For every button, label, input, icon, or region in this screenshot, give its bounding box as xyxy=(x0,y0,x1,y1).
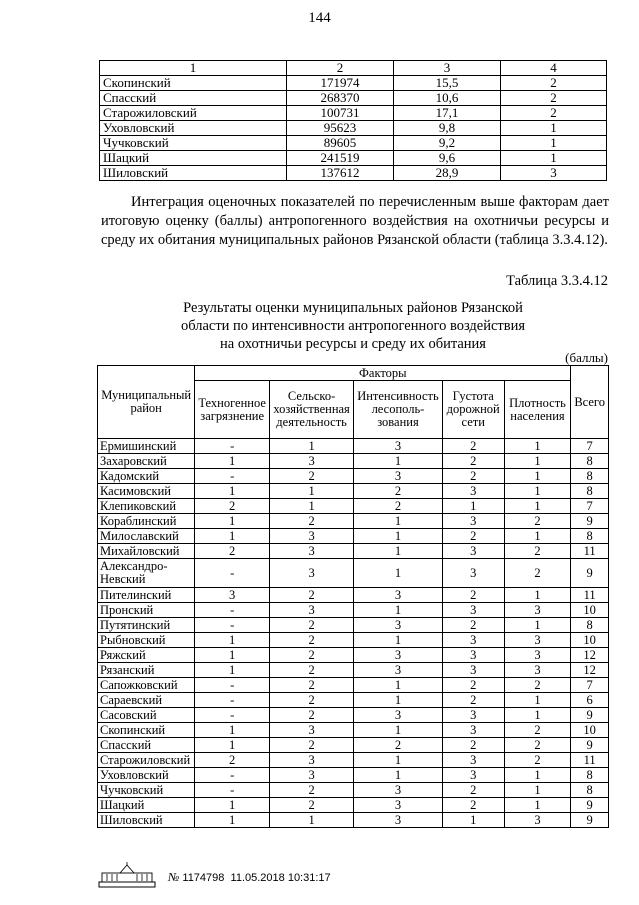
total-cell: 9 xyxy=(571,708,609,723)
score-cell: 1 xyxy=(195,648,270,663)
score-cell: 3 xyxy=(442,484,504,499)
score-cell: 1 xyxy=(195,454,270,469)
score-cell: 1 xyxy=(354,603,443,618)
table-caption: Таблица 3.3.4.12 xyxy=(506,273,608,289)
score-cell: 2 xyxy=(269,678,353,693)
district-name: Михайловский xyxy=(98,544,195,559)
total-cell: 10 xyxy=(571,723,609,738)
score-cell: 2 xyxy=(269,798,353,813)
score-cell: 1 xyxy=(195,529,270,544)
district-name: Скопинский xyxy=(98,723,195,738)
score-cell: 3 xyxy=(354,663,443,678)
col-header-factor: Интенсивность лесополь-зования xyxy=(354,381,443,439)
col-header-factor: Техногенное загрязнение xyxy=(195,381,270,439)
score-cell: 1 xyxy=(195,813,270,828)
score-cell: 2 xyxy=(195,753,270,768)
table-row xyxy=(98,738,609,753)
total-cell: 10 xyxy=(571,633,609,648)
table-cell: 2 xyxy=(501,76,607,91)
score-cell: 3 xyxy=(269,768,353,783)
score-cell: 2 xyxy=(269,663,353,678)
score-cell: 1 xyxy=(195,663,270,678)
score-cell: 3 xyxy=(504,663,571,678)
score-cell: 2 xyxy=(442,738,504,753)
score-cell: - xyxy=(195,768,270,783)
score-cell: 3 xyxy=(442,708,504,723)
table-row xyxy=(98,693,609,708)
score-cell: 1 xyxy=(354,544,443,559)
table-cell: 10,6 xyxy=(394,91,501,106)
table-cell: 1 xyxy=(501,121,607,136)
total-cell: 11 xyxy=(571,544,609,559)
score-cell: 1 xyxy=(354,768,443,783)
score-cell: 3 xyxy=(195,588,270,603)
col-header-2: 2 xyxy=(287,61,394,76)
district-name: Кадомский xyxy=(98,469,195,484)
score-cell: - xyxy=(195,603,270,618)
col-header-factor: Сельско-хозяйственная деятельность xyxy=(269,381,353,439)
table-cell: 1 xyxy=(501,151,607,166)
score-cell: 1 xyxy=(269,813,353,828)
score-cell: 1 xyxy=(442,499,504,514)
document-stamp xyxy=(168,870,331,885)
table-cell: 241519 xyxy=(287,151,394,166)
table-cell: 89605 xyxy=(287,136,394,151)
table-cell: 1 xyxy=(501,136,607,151)
col-header-3: 3 xyxy=(394,61,501,76)
district-name: Рязанский xyxy=(98,663,195,678)
district-name: Милославский xyxy=(98,529,195,544)
score-cell: 3 xyxy=(269,723,353,738)
total-cell: 10 xyxy=(571,603,609,618)
table-row xyxy=(98,559,609,588)
score-cell: 2 xyxy=(354,738,443,753)
score-cell: 1 xyxy=(354,514,443,529)
score-cell: 3 xyxy=(442,633,504,648)
table-title xyxy=(99,299,607,353)
district-name: Спасский xyxy=(98,738,195,753)
score-cell: 2 xyxy=(442,783,504,798)
table-row xyxy=(100,136,607,151)
district-name: Касимовский xyxy=(98,484,195,499)
continued-table-body xyxy=(100,76,607,181)
district-name: Шацкий xyxy=(100,151,287,166)
table-cell: 137612 xyxy=(287,166,394,181)
score-cell: 1 xyxy=(354,723,443,738)
score-cell: 3 xyxy=(269,603,353,618)
score-cell: 1 xyxy=(504,588,571,603)
table-cell: 2 xyxy=(501,106,607,121)
score-cell: 2 xyxy=(442,618,504,633)
col-header-1: 1 xyxy=(100,61,287,76)
district-name: Скопинский xyxy=(100,76,287,91)
score-cell: 3 xyxy=(354,783,443,798)
table-row xyxy=(98,648,609,663)
score-cell: 2 xyxy=(442,454,504,469)
table-row xyxy=(98,798,609,813)
score-cell: 2 xyxy=(442,439,504,454)
table-row xyxy=(100,151,607,166)
score-cell: 3 xyxy=(269,753,353,768)
government-building-logo xyxy=(98,862,156,888)
score-cell: 2 xyxy=(354,484,443,499)
results-table-body xyxy=(98,439,609,828)
score-cell: - xyxy=(195,618,270,633)
score-cell: 3 xyxy=(504,603,571,618)
table-row xyxy=(98,768,609,783)
score-cell: 3 xyxy=(354,588,443,603)
score-cell: 2 xyxy=(269,693,353,708)
col-header-factors: Факторы xyxy=(195,366,571,381)
score-cell: 2 xyxy=(504,559,571,588)
score-cell: 2 xyxy=(195,544,270,559)
district-name: Шиловский xyxy=(100,166,287,181)
score-cell: 1 xyxy=(504,693,571,708)
score-cell: 1 xyxy=(504,618,571,633)
score-cell: 3 xyxy=(442,514,504,529)
district-name: Ермишинский xyxy=(98,439,195,454)
district-name: Ряжский xyxy=(98,648,195,663)
total-cell: 7 xyxy=(571,678,609,693)
score-cell: 1 xyxy=(269,499,353,514)
table-row xyxy=(98,783,609,798)
district-name: Пителинский xyxy=(98,588,195,603)
table-cell: 9,8 xyxy=(394,121,501,136)
score-cell: 2 xyxy=(504,678,571,693)
table-row xyxy=(98,723,609,738)
score-cell: 3 xyxy=(442,559,504,588)
table-cell: 15,5 xyxy=(394,76,501,91)
total-cell: 6 xyxy=(571,693,609,708)
score-cell: 2 xyxy=(442,693,504,708)
score-cell: 1 xyxy=(195,633,270,648)
table-header-row xyxy=(98,366,609,381)
score-cell: 3 xyxy=(354,648,443,663)
score-cell: 2 xyxy=(269,618,353,633)
continued-table xyxy=(99,60,607,181)
total-cell: 8 xyxy=(571,768,609,783)
score-cell: 1 xyxy=(504,708,571,723)
total-cell: 9 xyxy=(571,514,609,529)
table-cell: 3 xyxy=(501,166,607,181)
score-cell: 2 xyxy=(442,588,504,603)
score-cell: 2 xyxy=(442,469,504,484)
score-cell: - xyxy=(195,678,270,693)
table-row xyxy=(98,633,609,648)
score-cell: 2 xyxy=(504,544,571,559)
score-cell: 1 xyxy=(195,723,270,738)
score-cell: 1 xyxy=(354,529,443,544)
number-sign-icon: № xyxy=(168,870,180,884)
table-row xyxy=(98,618,609,633)
district-name: Шиловский xyxy=(98,813,195,828)
score-cell: 1 xyxy=(504,454,571,469)
score-cell: 2 xyxy=(504,723,571,738)
district-name: Шацкий xyxy=(98,798,195,813)
table-row xyxy=(98,678,609,693)
score-cell: 3 xyxy=(442,723,504,738)
score-cell: 2 xyxy=(504,514,571,529)
score-cell: - xyxy=(195,439,270,454)
district-name: Рыбновский xyxy=(98,633,195,648)
score-cell: 2 xyxy=(504,738,571,753)
score-cell: 2 xyxy=(354,499,443,514)
score-cell: 3 xyxy=(354,618,443,633)
total-cell: 7 xyxy=(571,439,609,454)
score-cell: 3 xyxy=(442,648,504,663)
table-row xyxy=(100,106,607,121)
score-cell: 1 xyxy=(354,678,443,693)
table-cell: 9,6 xyxy=(394,151,501,166)
score-cell: 1 xyxy=(504,529,571,544)
col-header-4: 4 xyxy=(501,61,607,76)
total-cell: 12 xyxy=(571,648,609,663)
table-row xyxy=(98,499,609,514)
table-row xyxy=(98,454,609,469)
score-cell: 1 xyxy=(504,783,571,798)
total-cell: 9 xyxy=(571,738,609,753)
total-cell: 7 xyxy=(571,499,609,514)
score-cell: 3 xyxy=(269,454,353,469)
total-cell: 11 xyxy=(571,753,609,768)
table-row xyxy=(98,663,609,678)
table-cell: 2 xyxy=(501,91,607,106)
score-cell: 1 xyxy=(269,439,353,454)
score-cell: 1 xyxy=(504,469,571,484)
score-cell: 3 xyxy=(442,768,504,783)
total-cell: 8 xyxy=(571,484,609,499)
score-cell: 3 xyxy=(504,633,571,648)
table-cell: 28,9 xyxy=(394,166,501,181)
score-cell: 3 xyxy=(269,529,353,544)
district-name: Уховловский xyxy=(98,768,195,783)
district-name: Кораблинский xyxy=(98,514,195,529)
district-name: Спасский xyxy=(100,91,287,106)
score-cell: - xyxy=(195,708,270,723)
district-name: Путятинский xyxy=(98,618,195,633)
score-cell: 2 xyxy=(442,798,504,813)
score-cell: 1 xyxy=(195,798,270,813)
score-cell: - xyxy=(195,469,270,484)
score-cell: 1 xyxy=(504,768,571,783)
score-cell: 2 xyxy=(504,753,571,768)
score-cell: 1 xyxy=(195,484,270,499)
score-cell: 1 xyxy=(354,753,443,768)
total-cell: 12 xyxy=(571,663,609,678)
table-row xyxy=(100,91,607,106)
score-cell: 3 xyxy=(442,544,504,559)
table-row xyxy=(98,469,609,484)
total-cell: 8 xyxy=(571,783,609,798)
district-name: Сараевский xyxy=(98,693,195,708)
table-row xyxy=(98,529,609,544)
table-row xyxy=(100,121,607,136)
district-name: Захаровский xyxy=(98,454,195,469)
total-cell: 8 xyxy=(571,469,609,484)
table-row xyxy=(98,708,609,723)
table-row xyxy=(98,813,609,828)
score-cell: 3 xyxy=(354,798,443,813)
district-name: Сапожковский xyxy=(98,678,195,693)
total-cell: 9 xyxy=(571,559,609,588)
score-cell: 1 xyxy=(354,559,443,588)
score-cell: 1 xyxy=(504,484,571,499)
score-cell: 3 xyxy=(442,753,504,768)
score-cell: 2 xyxy=(195,499,270,514)
table-cell: 171974 xyxy=(287,76,394,91)
total-cell: 8 xyxy=(571,618,609,633)
score-cell: 2 xyxy=(269,514,353,529)
district-name: Клепиковский xyxy=(98,499,195,514)
score-cell: 1 xyxy=(504,499,571,514)
table-row xyxy=(98,484,609,499)
district-name: Уховловский xyxy=(100,121,287,136)
score-cell: 1 xyxy=(195,514,270,529)
table-row xyxy=(98,514,609,529)
score-cell: - xyxy=(195,693,270,708)
table-title-line: Результаты оценки муниципальных районов Рязанской xyxy=(183,300,523,316)
score-cell: 1 xyxy=(442,813,504,828)
score-cell: 2 xyxy=(269,469,353,484)
results-table xyxy=(97,365,609,828)
footer xyxy=(98,862,518,890)
score-cell: 2 xyxy=(269,648,353,663)
total-cell: 9 xyxy=(571,813,609,828)
document-timestamp: 11.05.2018 10:31:17 xyxy=(230,872,331,884)
score-cell: - xyxy=(195,783,270,798)
table-title-line: на охотничьи ресурсы и среду их обитания xyxy=(220,336,486,352)
document-number: 1174798 xyxy=(182,872,225,884)
total-cell: 8 xyxy=(571,454,609,469)
score-cell: 1 xyxy=(269,484,353,499)
score-cell: 2 xyxy=(269,633,353,648)
table-row xyxy=(100,76,607,91)
body-paragraph: Интеграция оценочных показателей по перечисленным выше факторам дает итоговую оценку (баллы) антропогенного воздействия на охотничьи ресурсы и среду их обитания муниципальных районов Рязанской области (таблица 3.3.4.12). xyxy=(101,194,609,248)
score-cell: 1 xyxy=(354,693,443,708)
table-row xyxy=(98,588,609,603)
score-cell: - xyxy=(195,559,270,588)
score-cell: 2 xyxy=(269,708,353,723)
table-cell: 17,1 xyxy=(394,106,501,121)
score-cell: 3 xyxy=(504,648,571,663)
score-cell: 2 xyxy=(442,529,504,544)
table-header-row xyxy=(100,61,607,76)
table-title-line: области по интенсивности антропогенного воздействия xyxy=(180,318,526,334)
score-cell: 3 xyxy=(354,708,443,723)
table-row xyxy=(100,166,607,181)
district-name: Пронский xyxy=(98,603,195,618)
score-cell: 2 xyxy=(269,588,353,603)
table-row xyxy=(98,753,609,768)
table-cell: 95623 xyxy=(287,121,394,136)
table-row xyxy=(98,439,609,454)
table-row xyxy=(98,544,609,559)
district-name: Старожиловский xyxy=(100,106,287,121)
score-cell: 3 xyxy=(269,559,353,588)
score-cell: 3 xyxy=(354,469,443,484)
district-name: Чучковский xyxy=(98,783,195,798)
score-cell: 1 xyxy=(504,439,571,454)
units-label: (баллы) xyxy=(565,350,608,365)
page-number: 144 xyxy=(308,10,331,26)
total-cell: 9 xyxy=(571,798,609,813)
table-row xyxy=(98,603,609,618)
score-cell: 2 xyxy=(269,738,353,753)
score-cell: 1 xyxy=(354,633,443,648)
col-header-factor: Плотность населения xyxy=(504,381,571,439)
score-cell: 3 xyxy=(504,813,571,828)
table-cell: 9,2 xyxy=(394,136,501,151)
score-cell: 3 xyxy=(354,439,443,454)
table-cell: 268370 xyxy=(287,91,394,106)
score-cell: 2 xyxy=(269,783,353,798)
district-name: Сасовский xyxy=(98,708,195,723)
total-cell: 11 xyxy=(571,588,609,603)
score-cell: 3 xyxy=(442,603,504,618)
score-cell: 3 xyxy=(442,663,504,678)
district-name: Александро-Невский xyxy=(98,559,195,588)
col-header-factor: Густота дорожной сети xyxy=(442,381,504,439)
score-cell: 1 xyxy=(354,454,443,469)
district-name: Чучковский xyxy=(100,136,287,151)
table-cell: 100731 xyxy=(287,106,394,121)
score-cell: 3 xyxy=(269,544,353,559)
score-cell: 1 xyxy=(504,798,571,813)
score-cell: 2 xyxy=(442,678,504,693)
total-cell: 8 xyxy=(571,529,609,544)
col-header-total: Всего xyxy=(571,366,609,439)
score-cell: 3 xyxy=(354,813,443,828)
score-cell: 1 xyxy=(195,738,270,753)
col-header-district: Муниципальный район xyxy=(98,366,195,439)
district-name: Старожиловский xyxy=(98,753,195,768)
